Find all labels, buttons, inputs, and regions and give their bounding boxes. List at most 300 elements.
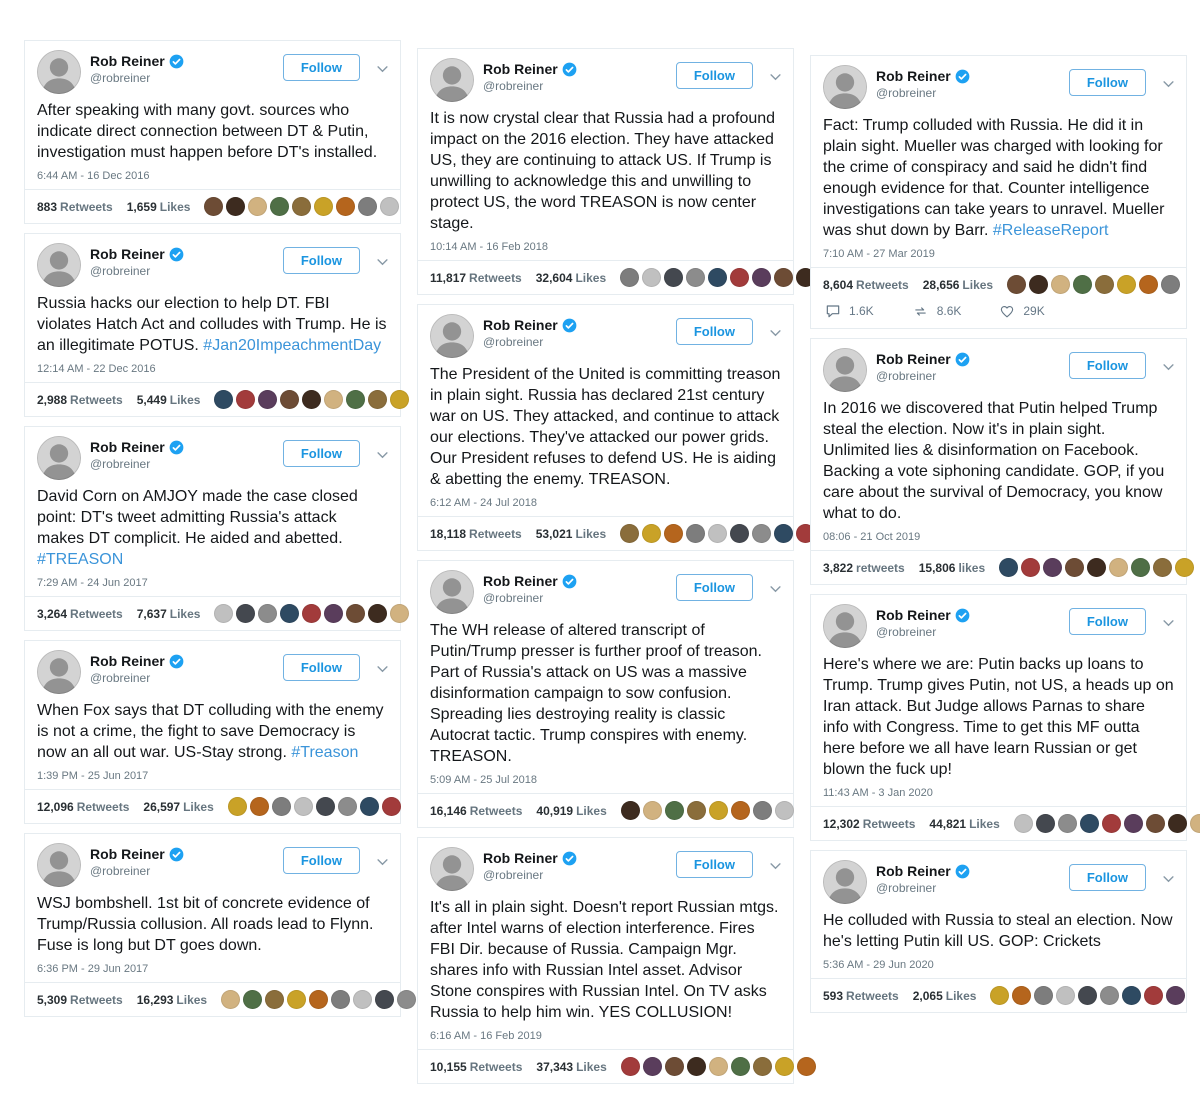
tweet-text [37,293,388,356]
liker-avatar[interactable] [236,604,255,623]
chevron-down-icon[interactable] [377,446,388,464]
tweet-card [417,304,794,551]
liker-avatar[interactable] [687,801,706,820]
tweet-header [37,436,388,480]
timestamp[interactable]: 6:12 AM - 24 Jul 2018 [430,497,538,509]
retweet-count[interactable]: 5,309 Retweets [37,992,123,1007]
tweet-card [810,594,1187,841]
reply-icon [825,303,841,319]
profile-avatar[interactable] [37,650,81,694]
display-name[interactable]: Rob Reiner [483,61,558,77]
liker-avatar[interactable] [397,990,416,1009]
liker-avatar[interactable] [358,197,377,216]
chevron-down-icon[interactable] [1163,75,1174,93]
liker-avatar[interactable] [643,801,662,820]
reply-count: 1.6K [849,304,874,318]
liker-avatar[interactable] [990,986,1009,1005]
follow-button[interactable]: Follow [283,440,360,467]
identity-block [876,351,970,383]
retweet-action-count: 8.6K [936,304,962,318]
like-count[interactable]: 5,449 Likes [136,392,201,407]
liker-avatar[interactable] [621,1057,640,1076]
facepile [214,604,409,623]
profile-avatar[interactable] [430,570,474,614]
liker-avatar[interactable] [709,801,728,820]
liker-avatar[interactable] [390,390,409,409]
chevron-down-icon[interactable] [377,853,388,871]
facepile [204,197,399,216]
tweet-actions [823,294,1174,321]
timestamp[interactable]: 6:36 PM - 29 Jun 2017 [37,963,149,975]
liker-avatar[interactable] [642,524,661,543]
liker-avatar[interactable] [643,1057,662,1076]
liker-avatar[interactable] [1102,814,1121,833]
liker-avatar[interactable] [270,197,289,216]
tweet-header [823,860,1174,904]
liker-avatar[interactable] [664,524,683,543]
liker-avatar[interactable] [265,990,284,1009]
like-count[interactable]: 7,637 Likes [136,606,201,621]
follow-button[interactable]: Follow [283,654,360,681]
liker-avatar[interactable] [665,1057,684,1076]
stats-row [37,597,388,623]
follow-button[interactable]: Follow [283,847,360,874]
user-handle[interactable]: @robreiner [876,369,937,383]
timestamp[interactable]: 10:14 AM - 16 Feb 2018 [430,241,549,253]
profile-avatar[interactable] [430,314,474,358]
tweet-text [823,654,1174,780]
display-name[interactable]: Rob Reiner [876,351,951,367]
liker-avatar[interactable] [642,268,661,287]
retweet-count[interactable]: 12,096 Retweets [37,799,130,814]
chevron-down-icon[interactable] [377,253,388,271]
timestamp[interactable]: 6:44 AM - 16 Dec 2016 [37,170,150,182]
liker-avatar[interactable] [368,604,387,623]
liker-avatar[interactable] [1095,275,1114,294]
tweet-card [24,40,401,224]
retweet-button[interactable] [912,304,962,319]
tweet-text-body: Russia hacks our election to help DT. FBI violates Hatch Act and colludes with Trump. He is an illegitimate POTUS. [37,295,387,354]
chevron-down-icon[interactable] [770,857,781,875]
liker-avatar[interactable] [730,524,749,543]
stats-row [37,190,388,216]
timestamp[interactable]: 11:43 AM - 3 Jan 2020 [823,787,933,799]
chevron-down-icon[interactable] [1163,358,1174,376]
liker-avatar[interactable] [221,990,240,1009]
tweet-card [417,837,794,1084]
tweet-text-body: The WH release of altered transcript of Putin/Trump presser is further proof of treason. Part of Russia's attack on US was a massive disinformation campaign to sow confusion. Spreading lies destroying reality is classic Autocrat tactic. Trump conspires with enemy. TREASON. [430,622,762,765]
liker-avatar[interactable] [686,524,705,543]
liker-avatar[interactable] [753,801,772,820]
retweet-count[interactable]: 18,118 Retweets [430,526,522,541]
hashtag-link[interactable]: #ReleaseReport [992,222,1109,239]
user-handle[interactable]: @robreiner [876,86,937,100]
tweet-header [37,843,388,887]
identity-block [90,246,184,278]
liker-avatar[interactable] [258,604,277,623]
identity-block [876,607,970,639]
stats-row [37,790,388,816]
like-count[interactable]: 2,065 Likes [912,988,977,1003]
follow-button[interactable]: Follow [1069,69,1146,96]
follow-button[interactable]: Follow [283,247,360,274]
liker-avatar[interactable] [621,801,640,820]
facepile [621,801,794,820]
tweet-text-body: The President of the United is committing treason in plain sight. Russia has declared 21st century war on US. They attacked, and continue to attack our elections. They've attacked our power grids. Our President refuses to defend US. He is aiding & abetting the enemy. TREASON. [430,366,781,488]
liker-avatar[interactable] [1109,558,1128,577]
liker-avatar[interactable] [382,797,401,816]
display-name[interactable]: Rob Reiner [90,53,165,69]
facepile [214,390,409,409]
user-handle[interactable]: @robreiner [90,864,151,878]
display-name[interactable]: Rob Reiner [483,850,558,866]
liker-avatar[interactable] [236,390,255,409]
verified-badge-icon [562,851,577,866]
stats-row [823,979,1174,1005]
tweet-text [430,108,781,234]
liker-avatar[interactable] [1144,986,1163,1005]
liker-avatar[interactable] [214,390,233,409]
liker-avatar[interactable] [346,390,365,409]
retweet-count[interactable]: 12,302 Retweets [823,816,916,831]
display-name[interactable]: Rob Reiner [90,439,165,455]
chevron-down-icon[interactable] [1163,614,1174,632]
liker-avatar[interactable] [1131,558,1150,577]
liker-avatar[interactable] [250,797,269,816]
liker-avatar[interactable] [664,268,683,287]
retweet-count[interactable]: 883 Retweets [37,199,113,214]
display-name[interactable]: Rob Reiner [90,846,165,862]
liker-avatar[interactable] [999,558,1018,577]
liker-avatar[interactable] [620,524,639,543]
stats-row [430,1050,781,1076]
tweet-text-body: It's all in plain sight. Doesn't report Russian mtgs. after Intel warns of election interference. Fires FBI Dir. because of Russia. Campaign Mgr. shares info with Russian Intel asset. Advisor Stone conspires with Russian Intel. On TV asks Russia to help him win. YES COLLUSION! [430,899,779,1021]
identity-block [876,68,970,100]
liker-avatar[interactable] [1190,814,1200,833]
identity-block [483,61,577,93]
like-count[interactable]: 28,656 Likes [922,277,994,292]
liker-avatar[interactable] [775,801,794,820]
profile-avatar[interactable] [823,860,867,904]
timestamp[interactable]: 6:16 AM - 16 Feb 2019 [430,1030,542,1042]
tweet-text [430,364,781,490]
like-count[interactable]: 32,604 Likes [535,270,607,285]
liker-avatar[interactable] [687,1057,706,1076]
verified-badge-icon [169,847,184,862]
follow-button[interactable]: Follow [1069,352,1146,379]
verified-badge-icon [169,440,184,455]
like-count[interactable]: 16,293 Likes [136,992,208,1007]
timestamp[interactable]: 12:14 AM - 22 Dec 2016 [37,363,156,375]
heart-icon [999,304,1015,319]
liker-avatar[interactable] [1043,558,1062,577]
liker-avatar[interactable] [709,1057,728,1076]
tweet-text [37,486,388,570]
liker-avatar[interactable] [1051,275,1070,294]
like-count[interactable]: 15,806 likes [918,560,986,575]
liker-avatar[interactable] [280,604,299,623]
reply-button[interactable] [825,303,874,319]
like-button[interactable] [999,304,1044,319]
tweet-card [24,233,401,417]
tweet-text [37,100,388,163]
follow-button[interactable]: Follow [676,574,753,601]
liker-avatar[interactable] [1036,814,1055,833]
timestamp[interactable]: 5:09 AM - 25 Jul 2018 [430,774,538,786]
liker-avatar[interactable] [243,990,262,1009]
liker-avatar[interactable] [248,197,267,216]
liker-avatar[interactable] [336,197,355,216]
liker-avatar[interactable] [302,604,321,623]
facepile [620,524,815,543]
liker-avatar[interactable] [314,197,333,216]
follow-button[interactable]: Follow [676,318,753,345]
liker-avatar[interactable] [1073,275,1092,294]
tweet-header [430,314,781,358]
liker-avatar[interactable] [390,604,409,623]
liker-avatar[interactable] [1012,986,1031,1005]
profile-avatar[interactable] [37,243,81,287]
liker-avatar[interactable] [620,268,639,287]
like-count[interactable]: 53,021 Likes [535,526,607,541]
identity-block [876,863,970,895]
user-handle[interactable]: @robreiner [90,264,151,278]
liker-avatar[interactable] [353,990,372,1009]
tweet-text [823,398,1174,524]
identity-block [483,573,577,605]
follow-button[interactable]: Follow [283,54,360,81]
tweet-header [430,847,781,891]
tweet-card [24,640,401,824]
liker-avatar[interactable] [708,524,727,543]
tweet-text-body: It is now crystal clear that Russia had a profound impact on the 2016 election. They have attacked US, they are continuing to attack US. If Trump is unwilling to acknowledge this and unwilling to protect US, the word TREASON is now center stage. [430,110,776,232]
liker-avatar[interactable] [287,990,306,1009]
liker-avatar[interactable] [730,268,749,287]
profile-avatar[interactable] [430,58,474,102]
timestamp[interactable]: 08:06 - 21 Oct 2019 [823,531,921,543]
verified-badge-icon [562,318,577,333]
user-handle[interactable]: @robreiner [483,335,544,349]
liker-avatar[interactable] [302,390,321,409]
identity-block [483,850,577,882]
user-handle[interactable]: @robreiner [483,868,544,882]
user-handle[interactable]: @robreiner [90,71,151,85]
liker-avatar[interactable] [360,797,379,816]
retweet-count[interactable]: 3,264 Retweets [37,606,123,621]
liker-avatar[interactable] [346,604,365,623]
stats-row [823,551,1174,577]
liker-avatar[interactable] [228,797,247,816]
liker-avatar[interactable] [258,390,277,409]
user-handle[interactable]: @robreiner [876,881,937,895]
liker-avatar[interactable] [1021,558,1040,577]
facepile [1014,814,1200,833]
retweet-count[interactable]: 16,146 Retweets [430,803,523,818]
timestamp[interactable]: 1:39 PM - 25 Jun 2017 [37,770,149,782]
identity-block [483,317,577,349]
retweet-count[interactable]: 593 Retweets [823,988,899,1003]
chevron-down-icon[interactable] [377,60,388,78]
display-name[interactable]: Rob Reiner [876,863,951,879]
liker-avatar[interactable] [1065,558,1084,577]
follow-button[interactable]: Follow [1069,608,1146,635]
liker-avatar[interactable] [708,268,727,287]
tweet-header [823,604,1174,648]
tweet-header [823,65,1174,109]
stats-row [823,807,1174,833]
profile-avatar[interactable] [823,604,867,648]
liker-avatar[interactable] [324,390,343,409]
hashtag-link[interactable]: #Jan20ImpeachmentDay [203,337,382,354]
verified-badge-icon [955,864,970,879]
liker-avatar[interactable] [1078,986,1097,1005]
profile-avatar[interactable] [823,348,867,392]
timestamp[interactable]: 7:29 AM - 24 Jun 2017 [37,577,148,589]
user-handle[interactable]: @robreiner [876,625,937,639]
display-name[interactable]: Rob Reiner [90,246,165,262]
chevron-down-icon[interactable] [770,324,781,342]
liker-avatar[interactable] [752,524,771,543]
liker-avatar[interactable] [204,197,223,216]
liker-avatar[interactable] [368,390,387,409]
liker-avatar[interactable] [731,801,750,820]
retweet-count[interactable]: 3,822 retweets [823,560,905,575]
tweet-text-body: When Fox says that DT colluding with the enemy is not a crime, the fight to save Democracy is now an all out war. US-Stay strong. [37,702,384,761]
tweet-card [417,560,794,828]
profile-avatar[interactable] [430,847,474,891]
liker-avatar[interactable] [272,797,291,816]
tweet-text [430,620,781,767]
liker-avatar[interactable] [309,990,328,1009]
verified-badge-icon [169,654,184,669]
liker-avatar[interactable] [1146,814,1165,833]
liker-avatar[interactable] [1139,275,1158,294]
liker-avatar[interactable] [1029,275,1048,294]
follow-button[interactable]: Follow [676,62,753,89]
retweet-icon [912,304,929,319]
liker-avatar[interactable] [1168,814,1187,833]
profile-avatar[interactable] [37,436,81,480]
retweet-count[interactable]: 2,988 Retweets [37,392,123,407]
chevron-down-icon[interactable] [770,580,781,598]
liker-avatar[interactable] [1124,814,1143,833]
user-handle[interactable]: @robreiner [483,79,544,93]
identity-block [90,846,184,878]
liker-avatar[interactable] [731,1057,750,1076]
liker-avatar[interactable] [1056,986,1075,1005]
identity-block [90,653,184,685]
liker-avatar[interactable] [292,197,311,216]
liker-avatar[interactable] [1122,986,1141,1005]
liker-avatar[interactable] [338,797,357,816]
liker-avatar[interactable] [1153,558,1172,577]
verified-badge-icon [562,62,577,77]
liker-avatar[interactable] [1166,986,1185,1005]
liker-avatar[interactable] [774,524,793,543]
like-count[interactable]: 40,919 Likes [536,803,607,818]
hashtag-link[interactable]: #TREASON [37,551,124,568]
timestamp[interactable]: 7:10 AM - 27 Mar 2019 [823,248,935,260]
like-count[interactable]: 44,821 Likes [929,816,1000,831]
tweet-card [24,426,401,631]
liker-avatar[interactable] [686,268,705,287]
liker-avatar[interactable] [324,604,343,623]
tweet-text [823,910,1174,952]
liker-avatar[interactable] [1034,986,1053,1005]
display-name[interactable]: Rob Reiner [483,317,558,333]
liker-avatar[interactable] [375,990,394,1009]
liker-avatar[interactable] [1117,275,1136,294]
tweet-text-body: Fact: Trump colluded with Russia. He did it in plain sight. Mueller was charged with looking for the crime of conspiracy and said he didn't find enough evidence for that. Counter intelligence investigations can take years to unravel. Mueller was shut down by Barr. [823,117,1165,239]
display-name[interactable]: Rob Reiner [90,653,165,669]
retweet-count[interactable]: 11,817 Retweets [430,270,522,285]
user-handle[interactable]: @robreiner [90,671,151,685]
liker-avatar[interactable] [1100,986,1119,1005]
liker-avatar[interactable] [1058,814,1077,833]
liker-avatar[interactable] [775,1057,794,1076]
facepile [999,558,1194,577]
liker-avatar[interactable] [1014,814,1033,833]
retweet-count[interactable]: 8,604 Retweets [823,277,909,292]
follow-button[interactable]: Follow [676,851,753,878]
retweet-count[interactable]: 10,155 Retweets [430,1059,523,1074]
hashtag-link[interactable]: #Treason [291,744,359,761]
profile-avatar[interactable] [37,50,81,94]
chevron-down-icon[interactable] [1163,870,1174,888]
liker-avatar[interactable] [1080,814,1099,833]
liker-avatar[interactable] [280,390,299,409]
liker-avatar[interactable] [1007,275,1026,294]
liker-avatar[interactable] [316,797,335,816]
display-name[interactable]: Rob Reiner [483,573,558,589]
tweet-header [37,650,388,694]
liker-avatar[interactable] [226,197,245,216]
facepile [620,268,815,287]
display-name[interactable]: Rob Reiner [876,68,951,84]
liker-avatar[interactable] [294,797,313,816]
follow-button[interactable]: Follow [1069,864,1146,891]
liker-avatar[interactable] [1161,275,1180,294]
stats-row [37,383,388,409]
like-count[interactable]: 1,659 Likes [126,199,191,214]
tweet-header [430,58,781,102]
profile-avatar[interactable] [823,65,867,109]
liker-avatar[interactable] [214,604,233,623]
liker-avatar[interactable] [665,801,684,820]
tweet-text [430,897,781,1023]
user-handle[interactable]: @robreiner [90,457,151,471]
like-count[interactable]: 26,597 Likes [143,799,214,814]
tweet-text-body: David Corn on AMJOY made the case closed point: DT's tweet admitting Russia's attack makes DT complicit. He aided and abetted. [37,488,358,547]
chevron-down-icon[interactable] [377,660,388,678]
like-count[interactable]: 37,343 Likes [536,1059,607,1074]
profile-avatar[interactable] [37,843,81,887]
user-handle[interactable]: @robreiner [483,591,544,605]
tweet-text [37,893,388,956]
liker-avatar[interactable] [1087,558,1106,577]
liker-avatar[interactable] [774,268,793,287]
display-name[interactable]: Rob Reiner [876,607,951,623]
facepile [1007,275,1180,294]
liker-avatar[interactable] [331,990,350,1009]
liker-avatar[interactable] [752,268,771,287]
facepile [990,986,1185,1005]
liker-avatar[interactable] [753,1057,772,1076]
liker-avatar[interactable] [380,197,399,216]
liker-avatar[interactable] [1175,558,1194,577]
chevron-down-icon[interactable] [770,68,781,86]
timestamp[interactable]: 5:36 AM - 29 Jun 2020 [823,959,934,971]
